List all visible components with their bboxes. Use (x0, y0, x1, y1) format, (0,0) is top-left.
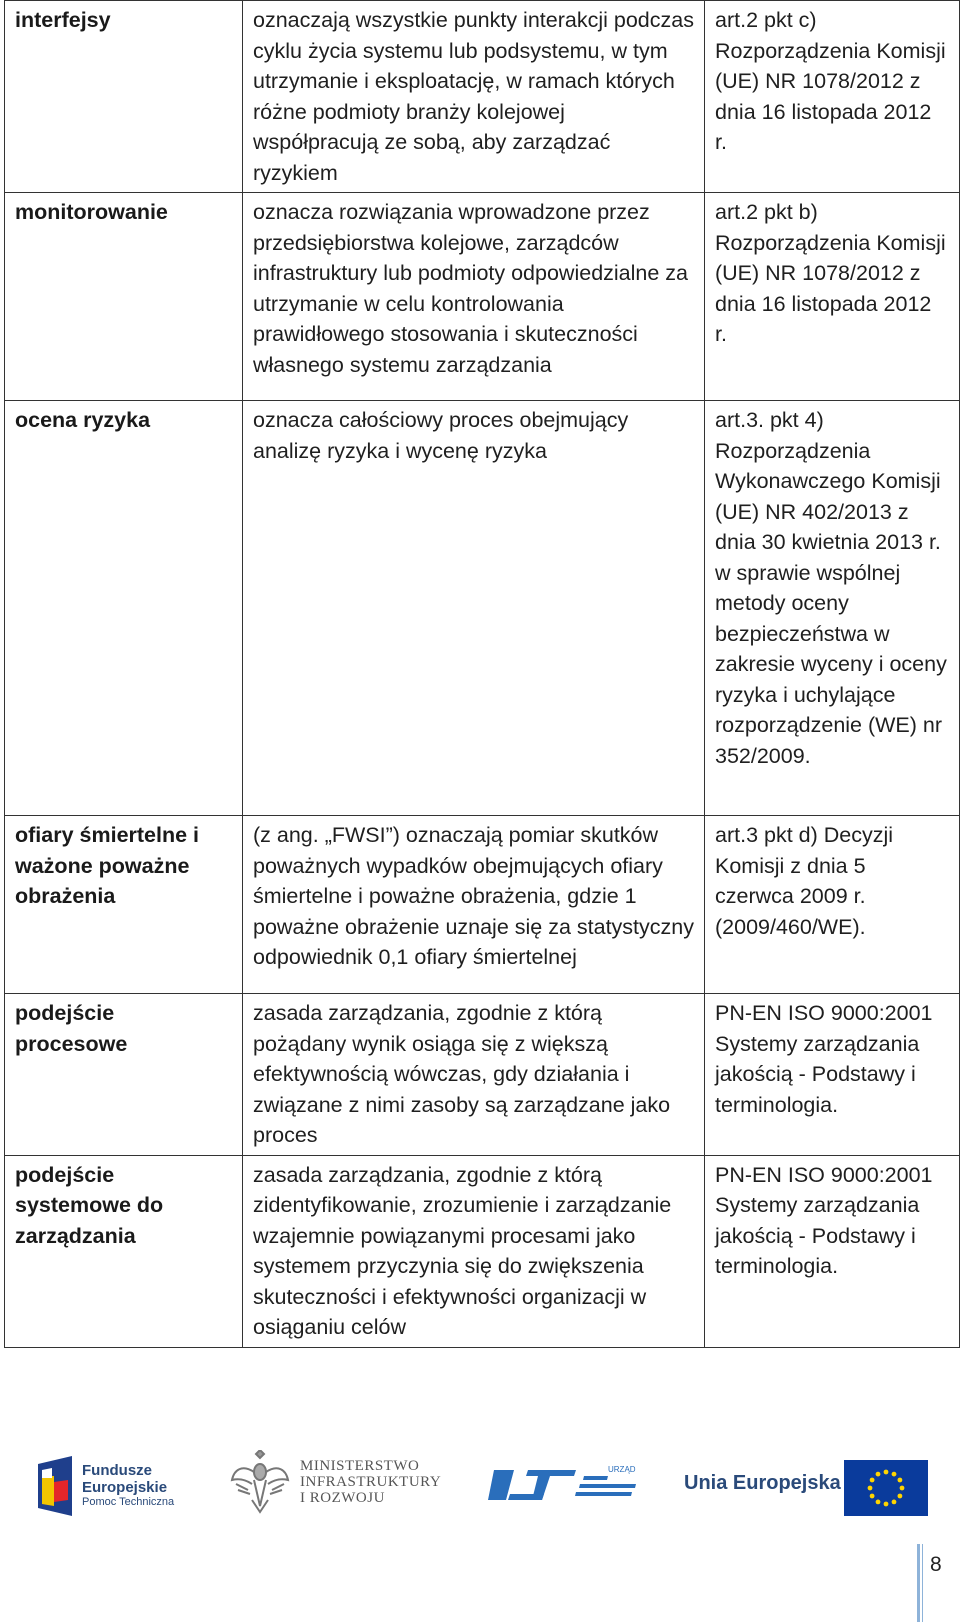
eu-name: Unia Europejska (684, 1472, 841, 1494)
page-number-rule-thin (922, 1544, 923, 1622)
source-cell: art.2 pkt b) Rozporządzenia Komisji (UE) NR 1078/2012 z dnia 16 listopada 2012 r. (705, 193, 960, 401)
table-row (5, 1155, 960, 1347)
definition-cell: oznaczają wszystkie punkty interakcji podczas cyklu życia systemu lub podsystemu, w tym utrzymanie i eksploatację, w ramach których różne podmioty branży kolejowej współpracują ze sobą, aby zarządzać ryzykiem (243, 1, 705, 193)
utk-emblem-icon (488, 1460, 638, 1510)
term-cell: interfejsy (5, 1, 243, 193)
ministry-logo (230, 1450, 450, 1520)
definition-cell: (z ang. „FWSI”) oznaczają pomiar skutków poważnych wypadków obejmujących ofiary śmiertelne i poważne obrażenia, gdzie 1 poważne obrażenie uznaje się za statystyczny odpowiednik 0,1 ofiary śmiertelnej (243, 816, 705, 994)
eu-flag-icon (844, 1460, 928, 1516)
fe-name-line1: Fundusze (82, 1462, 152, 1479)
eu-logo (684, 1460, 934, 1520)
fundusze-europejskie-logo (38, 1456, 188, 1521)
term-cell: ocena ryzyka (5, 401, 243, 816)
definitions-table (4, 0, 960, 1348)
fundusze-europejskie-flag-icon (38, 1456, 72, 1516)
source-cell: PN-EN ISO 9000:2001 Systemy zarządzania jakością - Podstawy i terminologia. (705, 994, 960, 1156)
page-number: 8 (930, 1553, 942, 1576)
source-cell: PN-EN ISO 9000:2001 Systemy zarządzania jakością - Podstawy i terminologia. (705, 1155, 960, 1347)
term-cell: podejście procesowe (5, 994, 243, 1156)
term-cell: monitorowanie (5, 193, 243, 401)
source-cell: art.3. pkt 4) Rozporządzenia Wykonawczego Komisji (UE) NR 402/2013 z dnia 30 kwietnia 2013 r. w sprawie wspólnej metody oceny bezpieczeństwa w zakresie wyceny i oceny ryzyka i uchylające rozporządzenie (WE) nr 352/2009. (705, 401, 960, 816)
page-number-rule (917, 1544, 920, 1622)
polish-eagle-icon (230, 1450, 290, 1516)
utk-small-label: URZĄD (608, 1465, 636, 1474)
footer-logos (0, 1446, 960, 1526)
eu-stars-icon (844, 1460, 928, 1516)
fe-name-line2: Europejskie (82, 1479, 168, 1496)
definition-cell: zasada zarządzania, zgodnie z którą zidentyfikowanie, zrozumienie i zarządzanie wzajemnie powiązanymi procesami jako systemem przyczynia się do zwiększenia skuteczności i efektywności organizacji w osiąganiu celów (243, 1155, 705, 1347)
ministry-name-line3: I ROZWOJU (300, 1490, 385, 1506)
table-row (5, 193, 960, 401)
definition-cell: oznacza całościowy proces obejmujący analizę ryzyka i wycenę ryzyka (243, 401, 705, 816)
term-cell: podejście systemowe do zarządzania (5, 1155, 243, 1347)
ministry-name-line1: MINISTERSTWO (300, 1458, 420, 1474)
definition-cell: zasada zarządzania, zgodnie z którą pożądany wynik osiąga się z większą efektywnością wówczas, gdy działania i związane z nimi zasoby są zarządzane jako proces (243, 994, 705, 1156)
ministry-name-line2: INFRASTRUKTURY (300, 1474, 442, 1490)
fe-subtitle: Pomoc Techniczna (82, 1496, 175, 1508)
definition-cell: oznacza rozwiązania wprowadzone przez przedsiębiorstwa kolejowe, zarządców infrastruktury lub podmioty odpowiedzialne za utrzymanie w celu kontrolowania prawidłowego stosowania i skuteczności własnego systemu zarządzania (243, 193, 705, 401)
table-row (5, 1, 960, 193)
table-row (5, 994, 960, 1156)
table-row (5, 816, 960, 994)
table-row (5, 401, 960, 816)
source-cell: art.3 pkt d) Decyzji Komisji z dnia 5 czerwca 2009 r. (2009/460/WE). (705, 816, 960, 994)
utk-logo (488, 1460, 638, 1510)
term-cell: ofiary śmiertelne i ważone poważne obrażenia (5, 816, 243, 994)
source-cell: art.2 pkt c) Rozporządzenia Komisji (UE) NR 1078/2012 z dnia 16 listopada 2012 r. (705, 1, 960, 193)
